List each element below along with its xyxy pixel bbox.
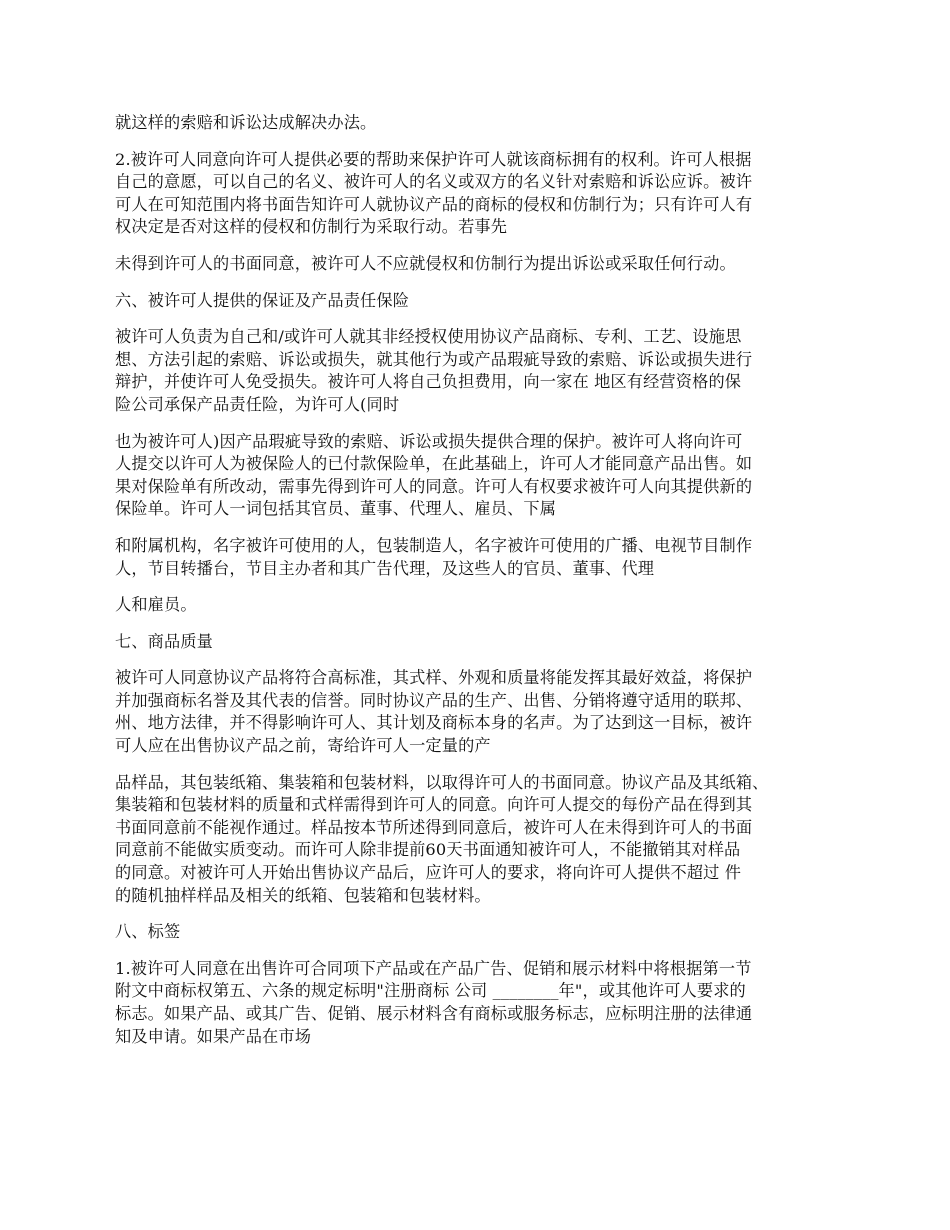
text-line: 2.被许可人同意向许可人提供必要的帮助来保护许可人就该商标拥有的权利。许可人根据 (115, 149, 752, 169)
paragraph (115, 631, 840, 654)
text-line: 被许可人同意协议产品将符合高标准，其式样、外观和质量将能发挥其最好效益，将保护 (115, 668, 753, 688)
text-line: 标志。如果产品、或其广告、促销、展示材料含有商标或服务标志，应标明注册的法律通 (115, 1004, 753, 1023)
text-line: 附文中商标权第五、六条的规定标明"注册商标 公司 ________年"，或其他许可人要求的 (115, 981, 746, 1001)
text-line: 知及申请。如果产品在市场 (115, 1026, 312, 1046)
text-line: 果对保险单有所改动，需事先得到许可人的同意。许可人有权要求被许可人向其提供新的 (115, 476, 753, 496)
text-line: 自己的意愿，可以自己的名义、被许可人的名义或双方的名义针对索赔和诉讼应诉。被许 (115, 172, 753, 192)
text-line: 人，节目转播台，节目主办者和其广告代理，及这些人的官员、董事、代理 (115, 558, 655, 578)
paragraph (115, 253, 840, 276)
text-line: 权决定是否对这样的侵权和仿制行为采取行动。若事先 (115, 217, 508, 237)
text-line: 想、方法引起的索赔、诉讼或损失，就其他行为或产品瑕疵导致的索赔、诉讼或损失进行 (115, 349, 753, 369)
paragraph (115, 958, 840, 1048)
text-line: 六、被许可人提供的保证及产品责任保险 (115, 290, 410, 310)
text-line: 集装箱和包装材料的质量和式样需得到许可人的同意。向许可人提交的每份产品在得到其 (115, 795, 753, 815)
text-line: 被许可人负责为自己和/或许可人就其非经授权使用协议产品商标、专利、工艺、设施思 (115, 327, 742, 347)
text-line: 书面同意前不能视作通过。样品按本节所述得到同意后，被许可人在未得到许可人的书面 (115, 817, 753, 837)
paragraph (115, 535, 840, 580)
text-line: 可人应在出售协议产品之前，寄给许可人一定量的产 (115, 736, 491, 756)
text-line: 的随机抽样样品及相关的纸箱、包装箱和包装材料。 (115, 885, 491, 905)
paragraph (115, 772, 840, 908)
text-line: 七、商品质量 (115, 631, 214, 651)
text-line: 可人在可知范围内将书面告知许可人就协议产品的商标的侵权和仿制行为；只有许可人有 (115, 194, 753, 214)
text-line: 保险单。许可人一词包括其官员、董事、代理人、雇员、下属 (115, 499, 557, 519)
text-line: 州、地方法律，并不得影响许可人、其计划及商标本身的名声。为了达到这一目标，被许 (115, 713, 753, 733)
text-line: 人和雇员。 (115, 595, 197, 615)
text-line: 辩护，并使许可人免受损失。被许可人将自己负担费用，向一家在 地区有经营资格的保 (115, 372, 742, 392)
text-line: 也为被许可人)因产品瑕疵导致的索赔、诉讼或损失提供合理的保护。被许可人将向许可 (115, 431, 743, 451)
text-line: 品样品，其包装纸箱、集装箱和包装材料，以取得许可人的书面同意。协议产品及其纸箱、 (115, 772, 769, 792)
paragraph (115, 112, 840, 135)
paragraph (115, 290, 840, 313)
paragraph (115, 326, 840, 416)
text-line: 八、标签 (115, 922, 181, 942)
text-line: 并加强商标名誉及其代表的信誉。同时协议产品的生产、出售、分销将遵守适用的联邦、 (115, 690, 753, 710)
paragraph (115, 594, 840, 617)
paragraph (115, 149, 840, 239)
text-line: 未得到许可人的书面同意，被许可人不应就侵权和仿制行为提出诉讼或采取任何行动。 (115, 253, 736, 273)
text-line: 同意前不能做实质变动。而许可人除非提前60天书面通知被许可人，不能撤销其对样品 (115, 840, 741, 860)
text-line: 和附属机构，名字被许可使用的人，包装制造人，名字被许可使用的广播、电视节目制作 (115, 535, 753, 555)
text-line: 险公司承保产品责任险，为许可人(同时 (115, 394, 400, 414)
paragraph (115, 921, 840, 944)
document-body (115, 112, 840, 1048)
text-line: 就这样的索赔和诉讼达成解决办法。 (115, 113, 377, 132)
text-line: 的同意。对被许可人开始出售协议产品后，应许可人的要求，将向许可人提供不超过 件 (115, 863, 742, 883)
paragraph (115, 667, 840, 757)
paragraph (115, 431, 840, 521)
text-line: 人提交以许可人为被保险人的已付款保险单，在此基础上，许可人才能同意产品出售。如 (115, 454, 753, 474)
text-line: 1.被许可人同意在出售许可合同项下产品或在产品广告、促销和展示材料中将根据第一节 (115, 958, 752, 978)
